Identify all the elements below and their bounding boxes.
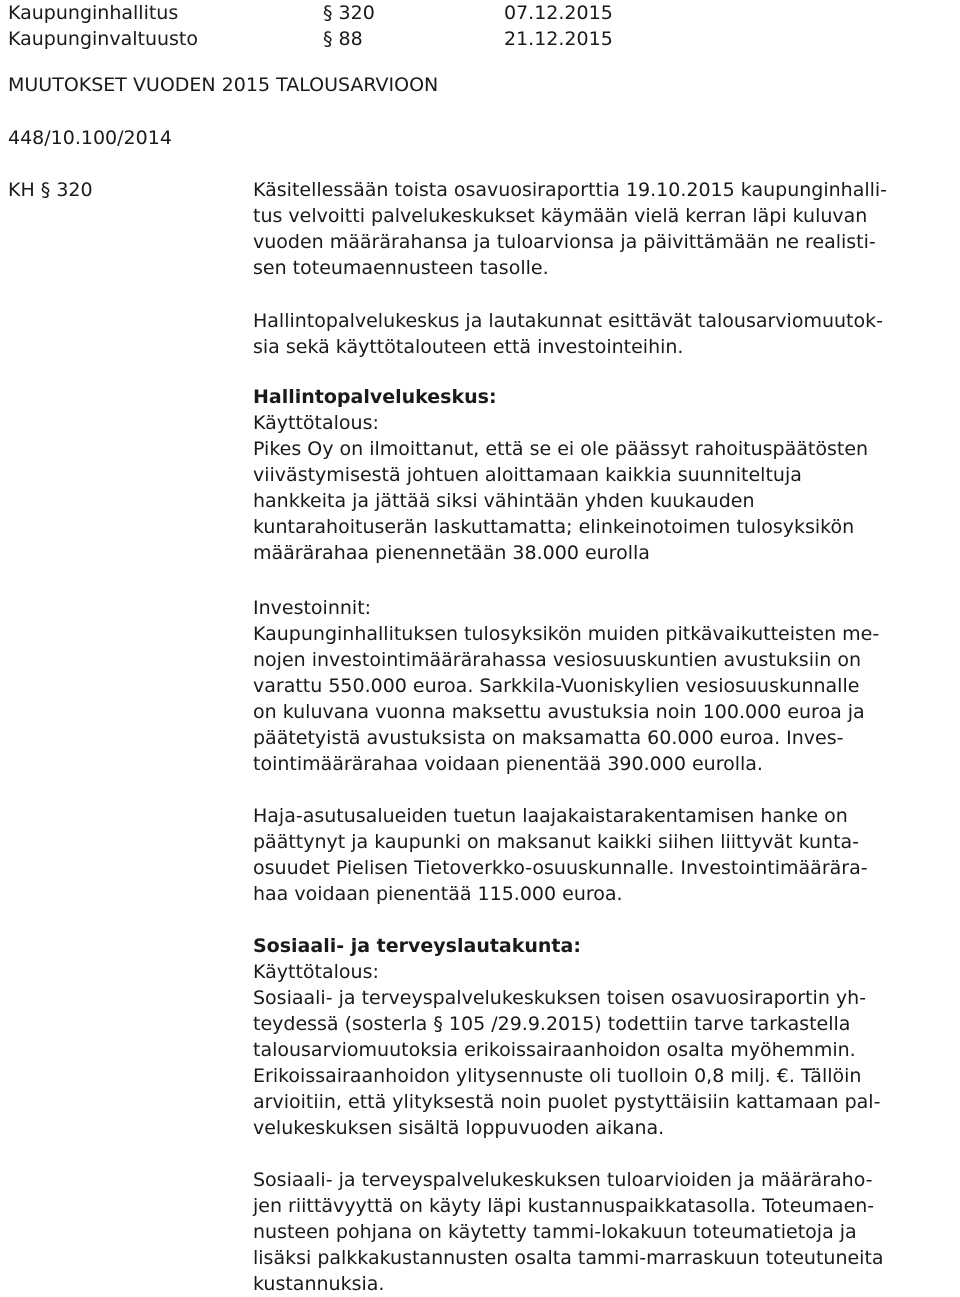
text-line: määrärahaa pienennetään 38.000 eurolla (253, 542, 650, 564)
text-line: varattu 550.000 euroa. Sarkkila-Vuoniskylien vesiosuuskunnalle (253, 675, 860, 697)
text-line: tointimäärärahaa voidaan pienentää 390.000 eurolla. (253, 753, 763, 775)
subheading: Käyttötalous: (253, 961, 379, 983)
text-line: Sosiaali- ja terveyspalvelukeskuksen toisen osavuosiraportin yh- (253, 987, 867, 1009)
text-line: hankkeita ja jättää siksi vähintään yhden kuukauden (253, 490, 755, 512)
text-line: osuudet Pielisen Tietoverkko-osuuskunnalle. Investointimäärära- (253, 857, 868, 879)
intro-paragraph (253, 177, 953, 281)
text-line: Käsitellessään toista osavuosiraporttia 19.10.2015 kaupunginhalli- (253, 179, 888, 201)
text-line: arvioitiin, että ylityksestä noin puolet pystyttäisiin kattamaan pal- (253, 1091, 881, 1113)
investments-section (253, 595, 953, 777)
text-line: tus velvoitti palvelukeskukset käymään vielä kerran läpi kuluvan (253, 205, 868, 227)
subheading: Investoinnit: (253, 597, 372, 619)
text-line: lisäksi palkkakustannusten osalta tammi-marraskuun toteutuneita (253, 1247, 884, 1269)
text-line: nusteen pohjana on käytetty tammi-lokakuun toteumatietoja ja (253, 1221, 857, 1243)
header-date-2: 21.12.2015 (504, 28, 613, 50)
text-line: jen riittävyyttä on käyty läpi kustannuspaikkatasolla. Toteumaen- (253, 1195, 875, 1217)
reference-number: 448/10.100/2014 (8, 127, 172, 149)
text-line: on kuluvana vuonna maksettu avustuksia noin 100.000 euroa ja (253, 701, 865, 723)
text-line: sia sekä käyttötalouteen että investointeihin. (253, 336, 684, 358)
text-line: teydessä (sosterla § 105 /29.9.2015) todettiin tarve tarkastella (253, 1013, 851, 1035)
social-health-section (253, 933, 953, 1141)
budget-review-section (253, 1167, 953, 1297)
text-line: päättynyt ja kaupunki on maksanut kaikki siihen liittyvät kunta- (253, 831, 860, 853)
document-title: MUUTOKSET VUODEN 2015 TALOUSARVIOON (8, 74, 439, 96)
header-body-1: Kaupunginhallitus (8, 2, 179, 24)
text-line: Hallintopalvelukeskus ja lautakunnat esittävät talousarviomuutok- (253, 310, 883, 332)
broadband-section (253, 803, 953, 907)
text-line: talousarviomuutoksia erikoissairaanhoidon osalta myöhemmin. (253, 1039, 856, 1061)
text-line: nojen investointimäärärahassa vesiosuuskuntien avustuksiin on (253, 649, 862, 671)
header-body-2: Kaupunginvaltuusto (8, 28, 199, 50)
kh-section-label: KH § 320 (8, 179, 93, 201)
text-line: Erikoissairaanhoidon ylitysennuste oli tuolloin 0,8 milj. €. Tällöin (253, 1065, 862, 1087)
text-line: velukeskuksen sisältä loppuvuoden aikana. (253, 1117, 665, 1139)
subheading: Käyttötalous: (253, 412, 379, 434)
text-line: Haja-asutusalueiden tuetun laajakaistarakentamisen hanke on (253, 805, 848, 827)
text-line: Kaupunginhallituksen tulosyksikön muiden pitkävaikutteisten me- (253, 623, 880, 645)
text-line: päätetyistä avustuksista on maksamatta 60.000 euroa. Inves- (253, 727, 844, 749)
section-heading: Hallintopalvelukeskus: (253, 386, 497, 408)
header-date-1: 07.12.2015 (504, 2, 613, 24)
text-line: sen toteumaennusteen tasolle. (253, 257, 549, 279)
section-heading: Sosiaali- ja terveyslautakunta: (253, 935, 581, 957)
text-line: viivästymisestä johtuen aloittamaan kaikkia suunniteltuja (253, 464, 802, 486)
text-line: kuntarahoituserän laskuttamatta; elinkeinotoimen tulosyksikön (253, 516, 855, 538)
header-section-1: § 320 (323, 2, 375, 24)
proposals-paragraph (253, 308, 953, 360)
admin-services-section (253, 384, 953, 566)
text-line: haa voidaan pienentää 115.000 euroa. (253, 883, 623, 905)
header-section-2: § 88 (323, 28, 363, 50)
text-line: kustannuksia. (253, 1273, 385, 1295)
text-line: vuoden määrärahansa ja tuloarvionsa ja päivittämään ne realisti- (253, 231, 876, 253)
text-line: Sosiaali- ja terveyspalvelukeskuksen tuloarvioiden ja määräraho- (253, 1169, 873, 1191)
text-line: Pikes Oy on ilmoittanut, että se ei ole päässyt rahoituspäätösten (253, 438, 869, 460)
